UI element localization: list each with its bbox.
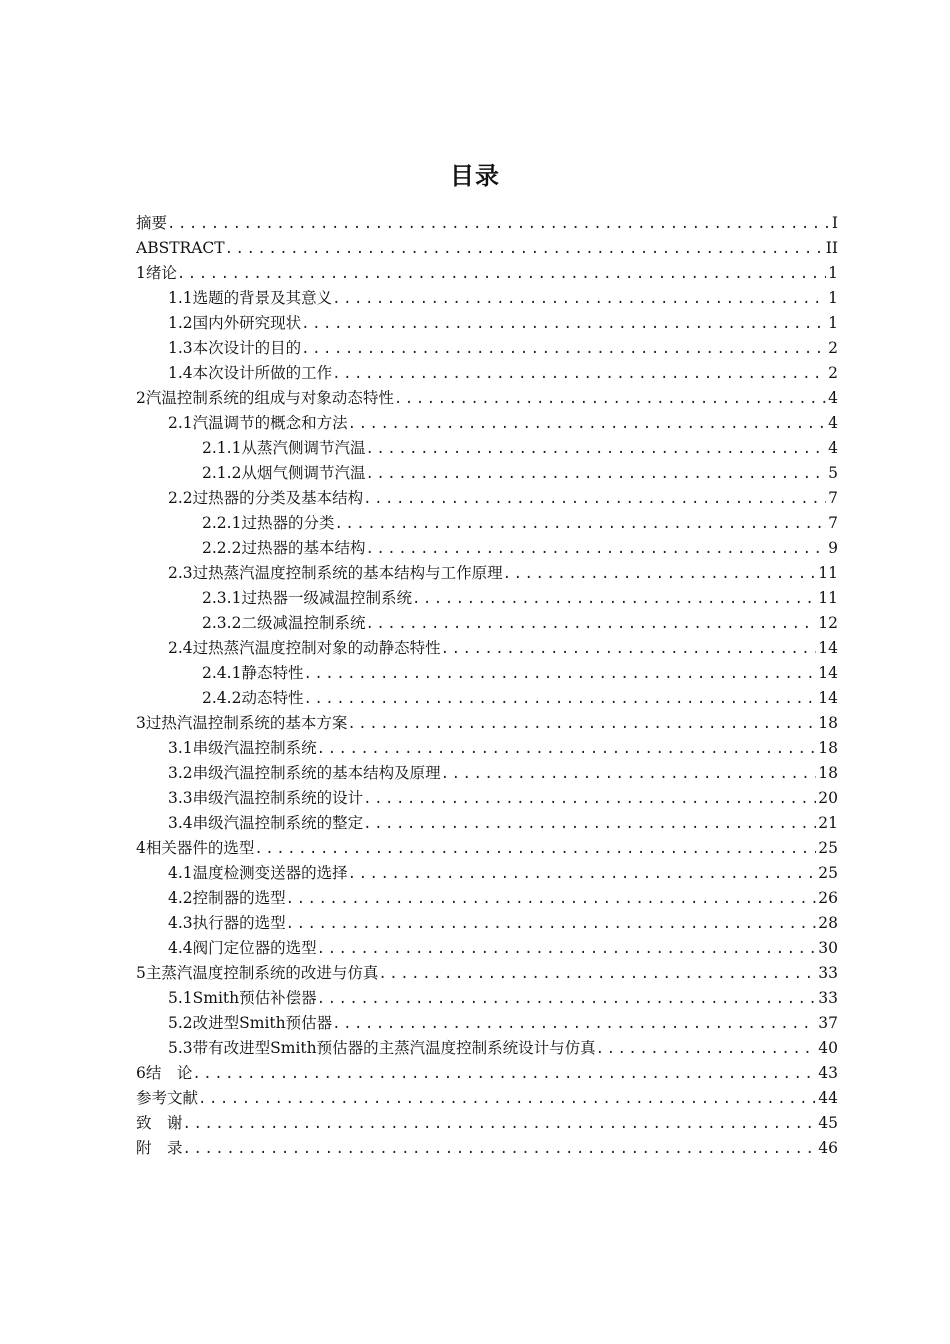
toc-entry-page-number: 14 bbox=[818, 664, 838, 682]
toc-dot-leader bbox=[412, 587, 816, 612]
toc-entry[interactable] bbox=[136, 711, 838, 736]
toc-entry-page-number: 25 bbox=[818, 864, 838, 882]
toc-entry[interactable] bbox=[136, 736, 838, 761]
toc-entry-page-number: 26 bbox=[818, 889, 838, 907]
toc-entry-title: 2.3.2二级减温控制系统 bbox=[202, 614, 366, 632]
toc-entry-title: 参考文献 bbox=[136, 1089, 199, 1107]
toc-dot-leader bbox=[167, 212, 830, 237]
toc-entry-page-number: 11 bbox=[818, 589, 838, 607]
toc-dot-leader bbox=[348, 412, 826, 437]
toc-entry-page-number: 18 bbox=[818, 764, 838, 782]
toc-entry-title: 2.4.2动态特性 bbox=[202, 689, 304, 707]
toc-entry-title: 附 录 bbox=[136, 1139, 183, 1157]
toc-dot-leader bbox=[334, 512, 826, 537]
toc-entry[interactable] bbox=[136, 686, 838, 711]
toc-entry[interactable] bbox=[136, 586, 838, 611]
toc-entry[interactable] bbox=[136, 836, 838, 861]
toc-entry[interactable] bbox=[136, 961, 838, 986]
toc-entry-title: 2.2.2过热器的基本结构 bbox=[202, 539, 366, 557]
toc-dot-leader bbox=[394, 387, 826, 412]
toc-entry-title: 4.4阀门定位器的选型 bbox=[168, 939, 317, 957]
toc-entry-title: 1.4本次设计所做的工作 bbox=[168, 364, 333, 382]
table-of-contents bbox=[136, 211, 838, 1161]
toc-entry-page-number: 7 bbox=[828, 514, 838, 532]
toc-entry-title: 2.3.1过热器一级减温控制系统 bbox=[202, 589, 412, 607]
toc-dot-leader bbox=[286, 912, 817, 937]
toc-dot-leader bbox=[301, 337, 826, 362]
toc-entry-page-number: 12 bbox=[818, 614, 838, 632]
toc-entry[interactable] bbox=[136, 936, 838, 961]
toc-entry-title: 4.2控制器的选型 bbox=[168, 889, 286, 907]
toc-entry-title: 2.4过热蒸汽温度控制对象的动静态特性 bbox=[168, 639, 441, 657]
toc-entry-title: 5.1Smith预估补偿器 bbox=[168, 989, 317, 1007]
toc-entry-page-number: 21 bbox=[818, 814, 838, 832]
toc-dot-leader bbox=[192, 1062, 816, 1087]
toc-entry-title: 5主蒸汽温度控制系统的改进与仿真 bbox=[136, 964, 379, 982]
toc-entry[interactable] bbox=[136, 811, 838, 836]
toc-entry-title: 4.1温度检测变送器的选择 bbox=[168, 864, 348, 882]
toc-entry-title: 2.4.1静态特性 bbox=[202, 664, 304, 682]
toc-entry-title: 2.2.1过热器的分类 bbox=[202, 514, 335, 532]
toc-entry-page-number: 1 bbox=[828, 264, 838, 282]
toc-dot-leader bbox=[348, 862, 817, 887]
toc-entry-title: ABSTRACT bbox=[136, 239, 225, 257]
toc-entry[interactable] bbox=[136, 1111, 838, 1136]
toc-entry-title: 3.4串级汽温控制系统的整定 bbox=[168, 814, 364, 832]
toc-entry-page-number: 43 bbox=[818, 1064, 838, 1082]
toc-entry[interactable] bbox=[136, 361, 838, 386]
toc-entry[interactable] bbox=[136, 411, 838, 436]
toc-entry-title: 1绪论 bbox=[136, 264, 177, 282]
toc-entry-title: 1.3本次设计的目的 bbox=[168, 339, 302, 357]
toc-dot-leader bbox=[596, 1037, 817, 1062]
toc-entry-page-number: 2 bbox=[828, 364, 838, 382]
toc-entry-page-number: 9 bbox=[828, 539, 838, 557]
toc-dot-leader bbox=[363, 812, 816, 837]
toc-dot-leader bbox=[365, 612, 816, 637]
toc-entry-page-number: 33 bbox=[818, 989, 838, 1007]
toc-dot-leader bbox=[332, 1012, 816, 1037]
toc-entry-page-number: 46 bbox=[818, 1139, 838, 1157]
toc-dot-leader bbox=[363, 487, 826, 512]
toc-entry[interactable] bbox=[136, 1011, 838, 1036]
toc-entry[interactable] bbox=[136, 561, 838, 586]
toc-entry[interactable] bbox=[136, 911, 838, 936]
toc-entry-title: 2汽温控制系统的组成与对象动态特性 bbox=[136, 389, 394, 407]
toc-entry[interactable] bbox=[136, 611, 838, 636]
toc-dot-leader bbox=[347, 712, 816, 737]
toc-dot-leader bbox=[198, 1087, 816, 1112]
toc-entry[interactable] bbox=[136, 1136, 838, 1161]
page-title: 目录 bbox=[450, 162, 500, 190]
toc-entry[interactable] bbox=[136, 261, 838, 286]
toc-entry-page-number: 33 bbox=[818, 964, 838, 982]
toc-entry[interactable] bbox=[136, 486, 838, 511]
toc-entry[interactable] bbox=[136, 761, 838, 786]
toc-entry[interactable] bbox=[136, 311, 838, 336]
toc-dot-leader bbox=[183, 1112, 817, 1137]
toc-entry-title: 3.3串级汽温控制系统的设计 bbox=[168, 789, 364, 807]
toc-entry[interactable] bbox=[136, 1061, 838, 1086]
toc-dot-leader bbox=[332, 287, 826, 312]
toc-entry-title: 5.2改进型Smith预估器 bbox=[168, 1014, 333, 1032]
toc-entry-page-number: 1 bbox=[828, 289, 838, 307]
toc-entry-title: 致 谢 bbox=[136, 1114, 183, 1132]
toc-dot-leader bbox=[363, 787, 816, 812]
toc-entry-page-number: 14 bbox=[818, 689, 838, 707]
toc-entry[interactable] bbox=[136, 661, 838, 686]
toc-dot-leader bbox=[286, 887, 817, 912]
toc-entry-page-number: 28 bbox=[818, 914, 838, 932]
toc-entry-page-number: 4 bbox=[828, 389, 838, 407]
toc-dot-leader bbox=[332, 362, 826, 387]
toc-entry[interactable] bbox=[136, 461, 838, 486]
toc-entry-title: 5.3带有改进型Smith预估器的主蒸汽温度控制系统设计与仿真 bbox=[168, 1039, 596, 1057]
toc-entry-page-number: 7 bbox=[828, 489, 838, 507]
toc-dot-leader bbox=[365, 537, 826, 562]
toc-entry[interactable] bbox=[136, 636, 838, 661]
toc-entry-page-number: II bbox=[825, 239, 838, 257]
toc-entry-page-number: 18 bbox=[818, 739, 838, 757]
toc-entry[interactable] bbox=[136, 386, 838, 411]
toc-dot-leader bbox=[441, 637, 817, 662]
toc-entry[interactable] bbox=[136, 211, 838, 236]
toc-entry[interactable] bbox=[136, 536, 838, 561]
toc-entry[interactable] bbox=[136, 286, 838, 311]
toc-entry-title: 2.1.1从蒸汽侧调节汽温 bbox=[202, 439, 366, 457]
toc-entry-title: 3过热汽温控制系统的基本方案 bbox=[136, 714, 348, 732]
toc-entry-page-number: 5 bbox=[828, 464, 838, 482]
toc-entry-page-number: 4 bbox=[828, 414, 838, 432]
toc-entry[interactable] bbox=[136, 511, 838, 536]
toc-dot-leader bbox=[177, 262, 826, 287]
toc-entry-page-number: 4 bbox=[828, 439, 838, 457]
toc-entry-title: 2.2过热器的分类及基本结构 bbox=[168, 489, 364, 507]
toc-entry-page-number: I bbox=[831, 214, 838, 232]
toc-entry-title: 摘要 bbox=[136, 214, 168, 232]
toc-entry-title: 4.3执行器的选型 bbox=[168, 914, 286, 932]
toc-dot-leader bbox=[441, 762, 817, 787]
toc-entry-title: 3.2串级汽温控制系统的基本结构及原理 bbox=[168, 764, 441, 782]
toc-entry-page-number: 30 bbox=[818, 939, 838, 957]
toc-dot-leader bbox=[225, 237, 824, 262]
toc-entry[interactable] bbox=[136, 1036, 838, 1061]
toc-entry-page-number: 1 bbox=[828, 314, 838, 332]
toc-entry[interactable] bbox=[136, 986, 838, 1011]
toc-entry-page-number: 40 bbox=[818, 1039, 838, 1057]
toc-dot-leader bbox=[303, 687, 816, 712]
toc-entry-title: 1.2国内外研究现状 bbox=[168, 314, 302, 332]
toc-dot-leader bbox=[301, 312, 826, 337]
toc-entry-title: 6结 论 bbox=[136, 1064, 193, 1082]
toc-dot-leader bbox=[317, 937, 817, 962]
toc-dot-leader bbox=[183, 1137, 817, 1162]
toc-entry-title: 4相关器件的选型 bbox=[136, 839, 255, 857]
toc-dot-leader bbox=[317, 737, 817, 762]
toc-entry-title: 3.1串级汽温控制系统 bbox=[168, 739, 317, 757]
toc-dot-leader bbox=[365, 462, 826, 487]
toc-dot-leader bbox=[365, 437, 826, 462]
toc-entry-page-number: 45 bbox=[818, 1114, 838, 1132]
toc-entry-page-number: 11 bbox=[818, 564, 838, 582]
toc-dot-leader bbox=[503, 562, 817, 587]
toc-dot-leader bbox=[303, 662, 816, 687]
toc-entry[interactable] bbox=[136, 336, 838, 361]
toc-entry-page-number: 20 bbox=[818, 789, 838, 807]
toc-entry-title: 2.3过热蒸汽温度控制系统的基本结构与工作原理 bbox=[168, 564, 503, 582]
toc-entry[interactable] bbox=[136, 861, 838, 886]
toc-entry[interactable] bbox=[136, 1086, 838, 1111]
toc-entry[interactable] bbox=[136, 786, 838, 811]
toc-entry-page-number: 18 bbox=[818, 714, 838, 732]
toc-dot-leader bbox=[378, 962, 816, 987]
toc-dot-leader bbox=[317, 987, 817, 1012]
toc-entry[interactable] bbox=[136, 236, 838, 261]
toc-entry-title: 1.1选题的背景及其意义 bbox=[168, 289, 333, 307]
toc-entry[interactable] bbox=[136, 436, 838, 461]
toc-entry-page-number: 14 bbox=[818, 639, 838, 657]
toc-entry-title: 2.1汽温调节的概念和方法 bbox=[168, 414, 348, 432]
toc-entry-page-number: 25 bbox=[818, 839, 838, 857]
toc-entry-page-number: 44 bbox=[818, 1089, 838, 1107]
toc-entry-page-number: 2 bbox=[828, 339, 838, 357]
toc-entry[interactable] bbox=[136, 886, 838, 911]
toc-dot-leader bbox=[254, 837, 816, 862]
toc-entry-title: 2.1.2从烟气侧调节汽温 bbox=[202, 464, 366, 482]
toc-entry-page-number: 37 bbox=[818, 1014, 838, 1032]
